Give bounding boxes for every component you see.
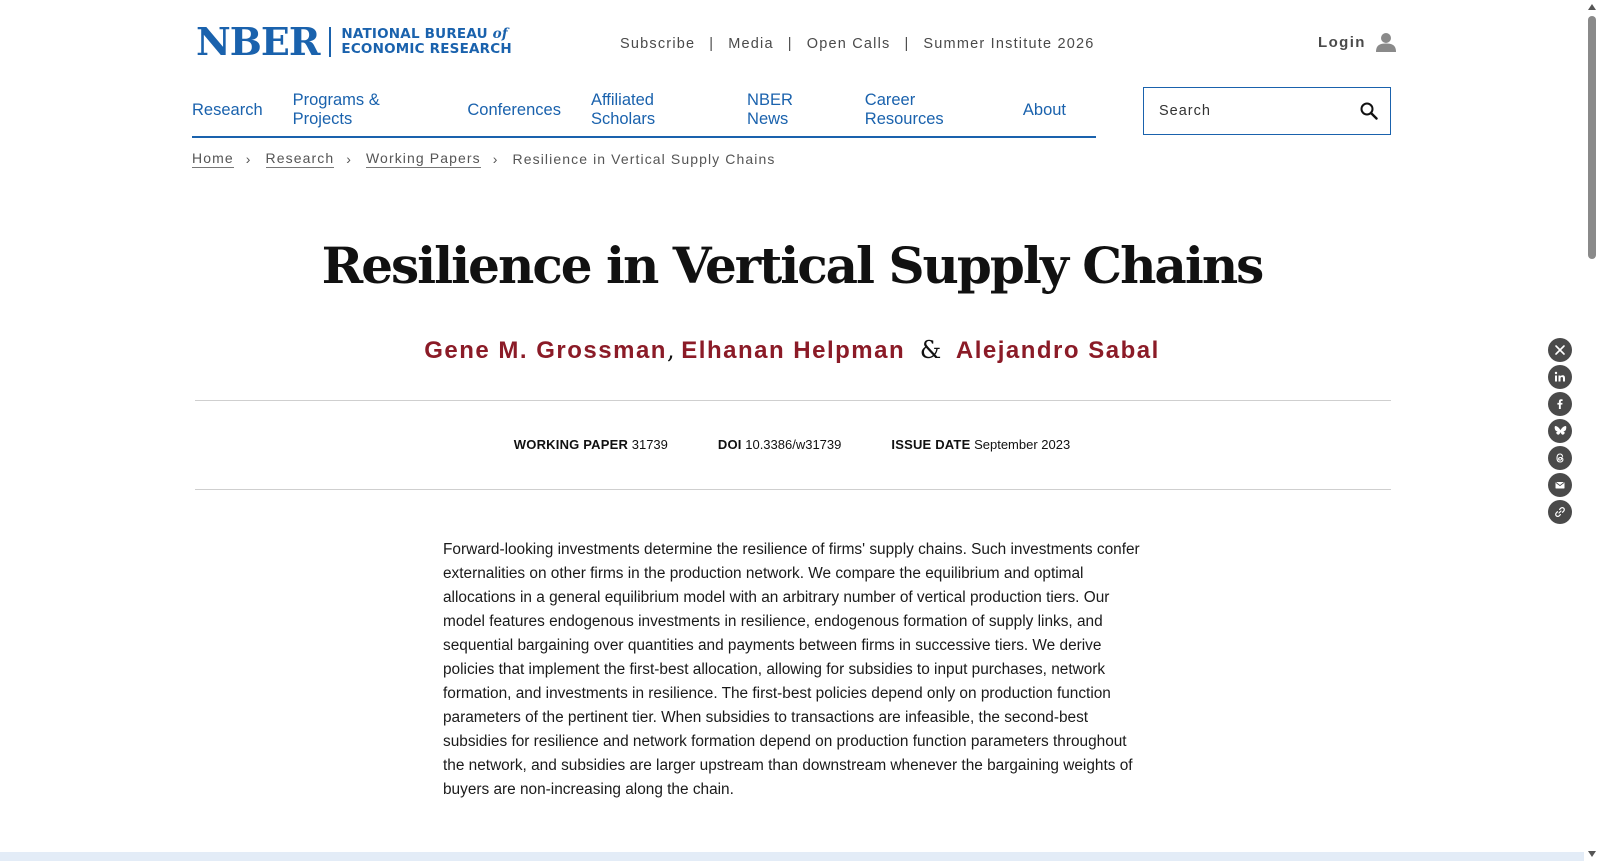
divider-bottom (195, 489, 1391, 490)
page-title: Resilience in Vertical Supply Chains (321, 236, 1263, 295)
logo-line1: NATIONAL BUREAU (341, 26, 488, 42)
chevron-right-icon: › (492, 151, 499, 167)
media-link[interactable]: Media (728, 36, 774, 52)
nav-career-resources[interactable]: Career Resources (864, 91, 944, 128)
breadcrumb-home[interactable]: Home (192, 150, 234, 166)
summer-institute-link[interactable]: Summer Institute 2026 (923, 36, 1095, 52)
nav-nber-news[interactable]: NBER News (747, 91, 793, 128)
utility-separator: | (904, 36, 910, 52)
chevron-right-icon: › (346, 151, 352, 167)
open-calls-link[interactable]: Open Calls (806, 36, 891, 52)
share-rail (1548, 338, 1572, 527)
scroll-down-arrow-icon[interactable] (1588, 851, 1596, 857)
user-icon (1376, 32, 1396, 52)
login-button[interactable] (1318, 32, 1396, 52)
share-facebook-button[interactable] (1548, 392, 1572, 416)
meta-value: September 2023 (974, 437, 1071, 452)
search-icon (1360, 102, 1378, 120)
nav-conferences[interactable]: Conferences (467, 100, 561, 119)
logo-mark: NBER (196, 19, 320, 64)
nber-logo[interactable] (196, 19, 512, 64)
nav-affiliated-scholars[interactable]: Affiliated Scholars (590, 91, 656, 128)
scroll-up-arrow-icon[interactable] (1588, 4, 1596, 10)
breadcrumb-current: Resilience in Vertical Supply Chains (512, 151, 776, 167)
email-icon (1554, 479, 1566, 491)
working-paper-number (514, 437, 668, 452)
chevron-right-icon: › (245, 151, 252, 167)
share-bluesky-button[interactable] (1548, 419, 1572, 443)
meta-value: 10.3386/w31739 (745, 437, 842, 452)
logo-line1-italic: of (492, 26, 508, 42)
utility-separator: | (709, 36, 715, 52)
page-scrollbar[interactable] (1584, 0, 1600, 861)
meta-label: ISSUE DATE (891, 437, 971, 452)
meta-value: 31739 (631, 437, 668, 452)
author-link[interactable]: Gene M. Grossman (424, 337, 667, 364)
scrollbar-thumb[interactable] (1588, 16, 1596, 259)
meta-label: WORKING PAPER (513, 437, 629, 452)
nav-research[interactable]: Research (192, 100, 263, 119)
search-box (1143, 87, 1391, 135)
author-separator: , (666, 336, 675, 364)
bluesky-icon (1554, 425, 1567, 437)
facebook-icon (1554, 398, 1566, 410)
share-threads-button[interactable] (1548, 446, 1572, 470)
threads-icon (1554, 452, 1566, 464)
logo-line2: ECONOMIC RESEARCH (341, 41, 512, 57)
search-input[interactable] (1144, 88, 1348, 134)
x-icon (1554, 344, 1566, 356)
logo-wordmark (341, 27, 511, 57)
share-x-button[interactable] (1548, 338, 1572, 362)
author-link[interactable]: Elhanan Helpman (681, 337, 906, 364)
next-section-band (0, 852, 1584, 861)
link-icon (1554, 506, 1566, 518)
nav-about[interactable]: About (1022, 100, 1067, 119)
utility-nav (620, 36, 1095, 52)
abstract: Forward-looking investments determine the resilience of firms' supply chains. Such investments confer externalities on other firms in the production network. We compare the equilibrium and optimal allocations in a general equilibrium model with an arbitrary number of vertical production tiers. Our model features endogenous investments in resilience, endogenous formation of supply links, and sequential bargaining over quantities and payments between firms in successive tiers. We derive policies that implement the first-best allocation, allowing for subsidies to input purchases, network formation, and investments in resilience. The first-best policies depend only on production function parameters of the pertinent tier. When subsidies to transactions are infeasible, the second-best subsidies for resilience and network formation depend on production function parameters throughout the network, and subsidies are larger upstream than downstream whenever the bargaining weights of buyers are non-increasing along the chain. (443, 541, 1140, 798)
subscribe-link[interactable]: Subscribe (620, 36, 696, 52)
author-link[interactable]: Alejandro Sabal (955, 337, 1160, 364)
login-label: Login (1318, 33, 1366, 51)
nav-programs-projects[interactable]: Programs & Projects (292, 91, 380, 128)
breadcrumb (192, 150, 775, 168)
copy-link-button[interactable] (1548, 500, 1572, 524)
doi (718, 437, 842, 452)
linkedin-icon (1554, 371, 1566, 383)
meta-label: DOI (717, 437, 742, 452)
utility-separator: | (787, 36, 793, 52)
divider-top (195, 400, 1391, 401)
search-button[interactable] (1348, 88, 1390, 134)
issue-date (891, 437, 1070, 452)
author-conjunction: & (919, 336, 942, 364)
author-list (0, 336, 1584, 365)
breadcrumb-working-papers[interactable]: Working Papers (366, 150, 481, 166)
logo-divider (329, 27, 331, 57)
share-linkedin-button[interactable] (1548, 365, 1572, 389)
main-nav (192, 88, 1096, 138)
breadcrumb-research[interactable]: Research (265, 150, 335, 166)
paper-meta (0, 437, 1584, 452)
share-email-button[interactable] (1548, 473, 1572, 497)
